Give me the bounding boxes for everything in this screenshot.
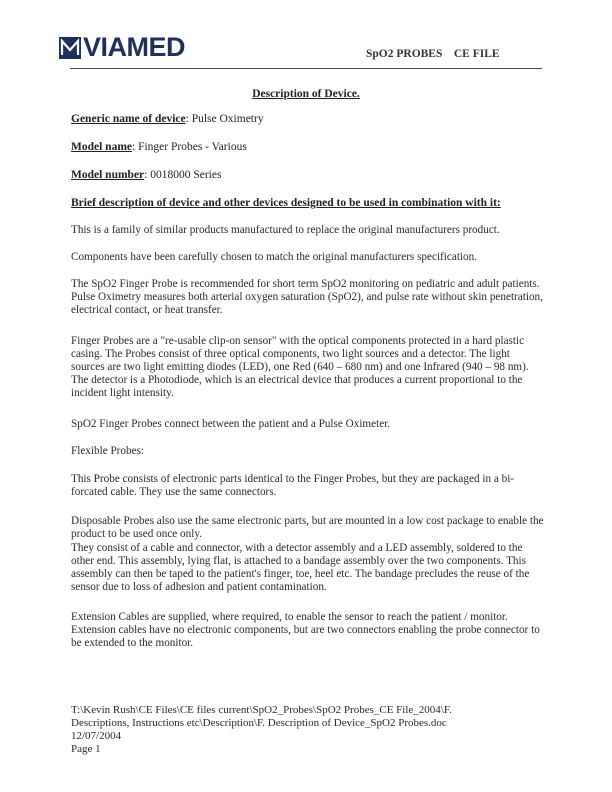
- footer: [71, 704, 551, 756]
- footer-page-number: Page 1: [71, 743, 101, 755]
- model-number-label: Model number: [71, 169, 145, 181]
- paragraph-assembly: They consist of a cable and connector, with a detector assembly and a LED assembly, soldered to the other end. This assembly, lying flat, is attached to a bandage assembly over the two components. This assembly can then be taped to the patient's finger, toe, heel etc. The bandage precludes the reuse of the sensor due to loss of adhesion and patient contamination.: [71, 542, 530, 593]
- paragraph-flexible-heading: Flexible Probes:: [71, 445, 145, 457]
- generic-name-value: : Pulse Oximetry: [185, 113, 264, 125]
- model-number-value: : 0018000 Series: [144, 169, 222, 181]
- model-name-value: : Finger Probes - Various: [132, 141, 247, 153]
- paragraph-disposable: Disposable Probes also use the same electronic parts, but are mounted in a low cost package to enable the product to be used once only.: [71, 515, 544, 540]
- paragraph-flexible: This Probe consists of electronic parts identical to the Finger Probes, but they are packaged in a bi-forcated cable. They use the same connectors.: [71, 473, 515, 498]
- model-name-field: [71, 141, 247, 153]
- generic-name-field: [71, 113, 264, 125]
- header-file-label: SpO2 PROBES CE FILE: [366, 48, 500, 60]
- logo-m-icon: [59, 37, 81, 59]
- paragraph-components: Components have been carefully chosen to match the original manufacturers specification.: [71, 251, 478, 263]
- model-name-label: Model name: [71, 141, 133, 153]
- viamed-logo: [59, 34, 185, 61]
- paragraph-connect: SpO2 Finger Probes connect between the patient and a Pulse Oximeter.: [71, 418, 391, 430]
- generic-name-label: Generic name of device: [71, 113, 186, 125]
- header-divider: [70, 68, 542, 69]
- model-number-field: [71, 169, 221, 181]
- footer-path-line-2: Descriptions, Instructions etc\Description\F. Description of Device_SpO2 Probes.doc: [71, 717, 447, 729]
- footer-date: 12/07/2004: [71, 730, 122, 742]
- page-title: Description of Device.: [252, 88, 360, 100]
- brief-description-heading: Brief description of device and other devices designed to be used in combination with it:: [71, 197, 501, 209]
- footer-path-line-1: T:\Kevin Rush\CE Files\CE files current\SpO2_Probes\SpO2 Probes_CE File_2004\F.: [71, 704, 452, 716]
- paragraph-extension: Extension Cables are supplied, where required, to enable the sensor to reach the patient / monitor. Extension cables have no electronic components, but are two connectors enabling the probe connector to be extended to the monitor.: [71, 611, 540, 649]
- logo-text: VIAMED: [83, 32, 186, 62]
- paragraph-recommended: The SpO2 Finger Probe is recommended for short term SpO2 monitoring on pediatric and adult patients. Pulse Oximetry measures both arterial oxygen saturation (SpO2), and pulse rate without skin penetration, electrical contact, or heat transfer.: [71, 278, 543, 316]
- paragraph-family: This is a family of similar products manufactured to replace the original manufacturers product.: [71, 224, 500, 236]
- paragraph-finger-probes: Finger Probes are a "re-usable clip-on sensor" with the optical components protected in a hard plastic casing. The Probes consist of three optical components, two light sources and a detector. The light sources are two light emitting diodes (LED), one Red (640 – 680 nm) and one Infrared (940 – 98 nm). The detector is a Photodiode, which is an electrical device that produces a current proportional to the incident light intensity.: [71, 335, 529, 399]
